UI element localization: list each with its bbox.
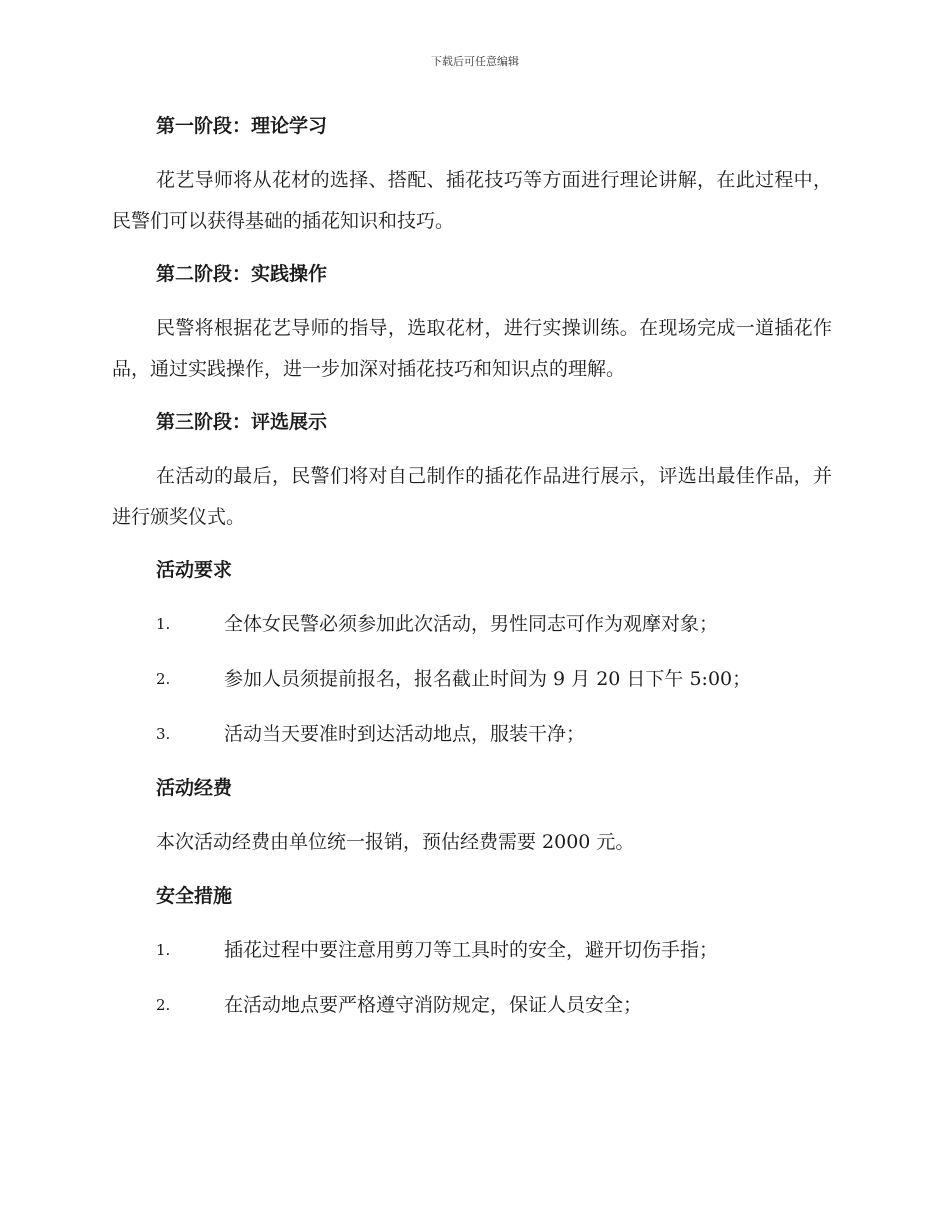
- list-item-text: 活动当天要准时到达活动地点，服装干净；: [224, 723, 586, 745]
- safety-item: [112, 932, 832, 968]
- requirement-item: [112, 716, 832, 752]
- stage2-heading: 第二阶段：实践操作: [156, 263, 328, 285]
- list-number: 2.: [156, 996, 171, 1014]
- list-item-text: 全体女民警必须参加此次活动，男性同志可作为观摩对象；: [224, 613, 719, 635]
- list-number: 1.: [156, 941, 171, 959]
- list-item-text: 插花过程中要注意用剪刀等工具时的安全，避开切伤手指；: [224, 939, 719, 961]
- safety-heading: 安全措施: [156, 885, 233, 907]
- header-note: 下载后可任意编辑: [431, 55, 519, 68]
- list-item-text: 参加人员须提前报名，报名截止时间为 9 月 20 日下午 5:00；: [224, 668, 752, 690]
- requirement-item: [112, 606, 832, 642]
- list-number: 3.: [156, 725, 171, 743]
- list-number: 1.: [156, 615, 171, 633]
- stage3-paragraph: 在活动的最后，民警们将对自己制作的插花作品进行展示，评选出最佳作品，并进行颁奖仪式。: [112, 465, 832, 528]
- funding-heading: 活动经费: [156, 777, 233, 799]
- stage2-paragraph: 民警将根据花艺导师的指导，选取花材，进行实操训练。在现场完成一道插花作品，通过实践操作，进一步加深对插花技巧和知识点的理解。: [112, 317, 832, 380]
- stage3-heading: 第三阶段：评选展示: [156, 411, 328, 433]
- document-body: [112, 108, 832, 1023]
- safety-item: [112, 987, 832, 1023]
- list-item-text: 在活动地点要严格遵守消防规定，保证人员安全；: [224, 994, 643, 1016]
- stage1-heading: 第一阶段：理论学习: [156, 115, 328, 137]
- list-number: 2.: [156, 670, 171, 688]
- requirements-heading: 活动要求: [156, 559, 233, 581]
- funding-paragraph: 本次活动经费由单位统一报销，预估经费需要 2000 元。: [156, 831, 635, 853]
- requirement-item: [112, 661, 832, 697]
- stage1-paragraph: 花艺导师将从花材的选择、搭配、插花技巧等方面进行理论讲解，在此过程中，民警们可以获得基础的插花知识和技巧。: [112, 169, 832, 232]
